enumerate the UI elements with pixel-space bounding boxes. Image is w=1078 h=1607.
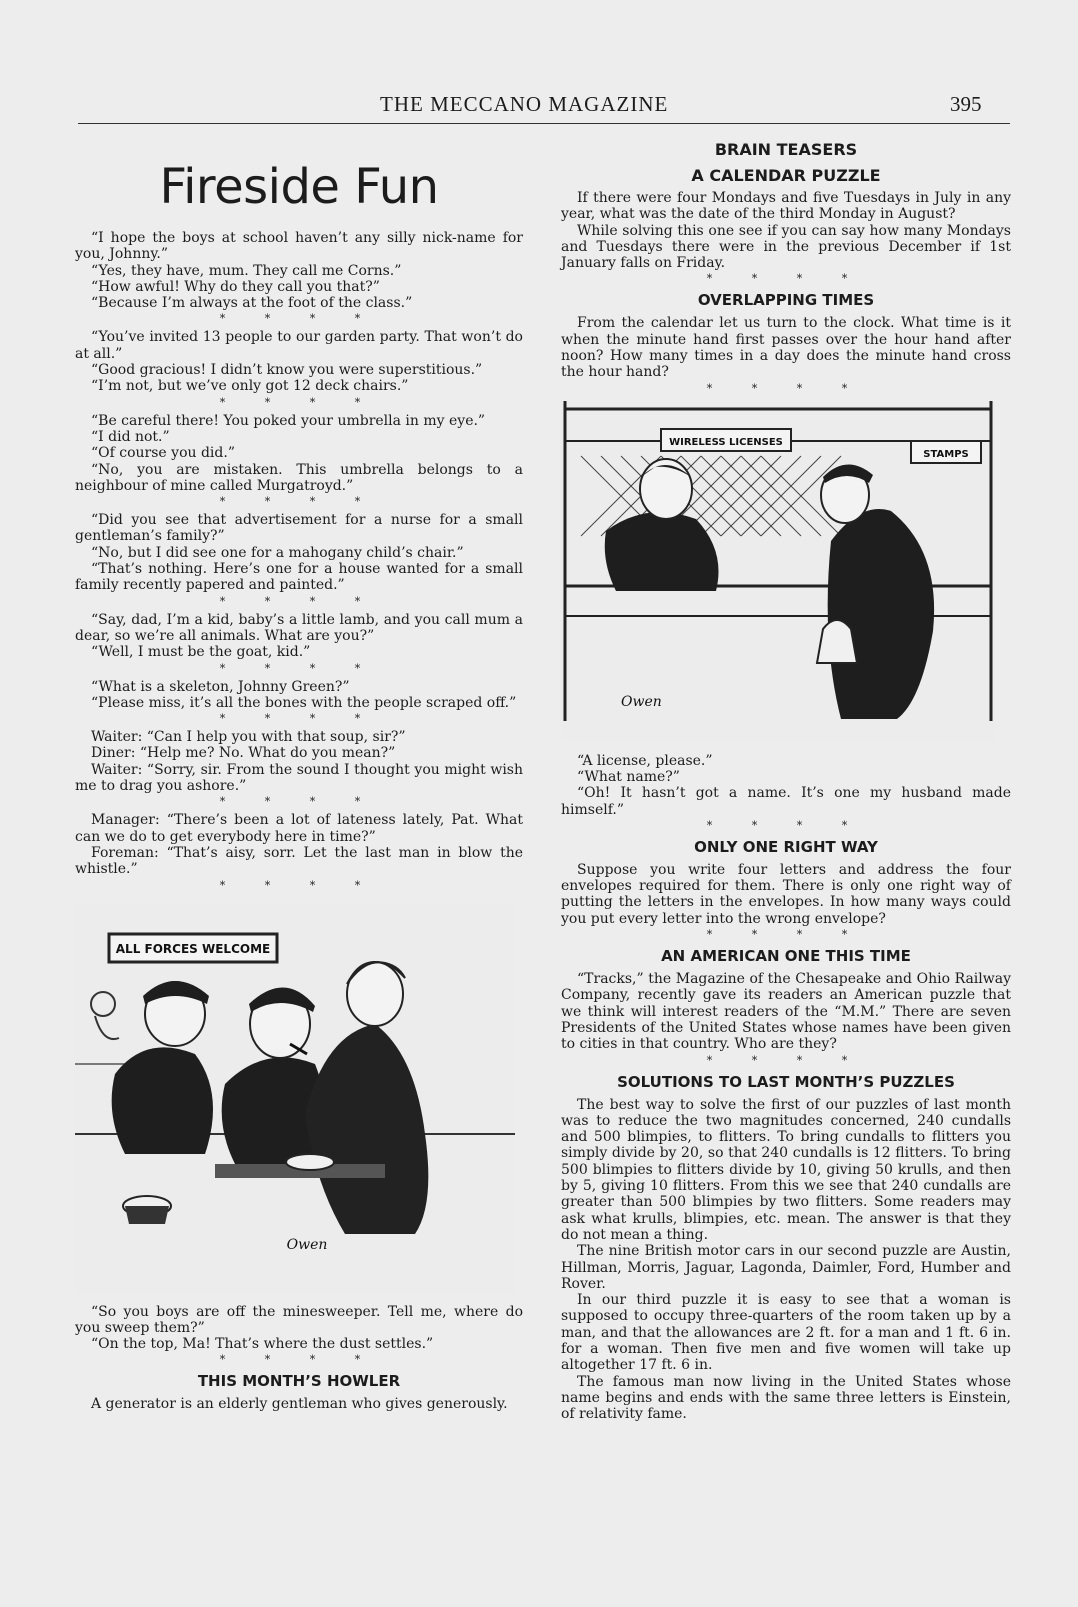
right-way-heading: ONLY ONE RIGHT WAY [694,837,878,856]
calendar-heading: A CALENDAR PUZZLE [691,166,881,185]
joke-line: Diner: “Help me? No. What do you mean?” [91,745,396,762]
page-title: Fireside Fun [159,159,439,215]
left-cartoon-caption [75,1304,523,1353]
separator-stars: * * * * [219,661,379,675]
american-heading: AN AMERICAN ONE THIS TIME [661,947,911,966]
solutions-text: The famous man now living in the United States whose name begins and ends with the same three letters is Einstein, of relativity fame. [561,1373,1011,1423]
joke-5 [75,612,523,661]
overlap-text: From the calendar let us turn to the clock. What time is it when the minute hand first passes over the hour hand after noon? How many times in a day does the minute hand cross the hour hand? [561,315,1011,381]
separator-stars: * * * * [706,928,866,942]
right-cartoon-caption [561,753,1011,818]
joke-8 [75,812,523,877]
joke-1 [75,230,523,311]
joke-line: “Good gracious! I didn’t know you were superstitious.” [91,362,483,379]
joke-line: “Well, I must be the goat, kid.” [91,644,311,661]
caption-line: “A license, please.” [577,752,713,769]
joke-line: “Of course you did.” [91,445,235,462]
joke-line: “I did not.” [91,428,170,445]
page-number: 395 [950,92,982,116]
joke-line: “Be careful there! You poked your umbrella in my eye.” [91,412,486,429]
sailors-cartoon [75,904,515,1294]
joke-line: “No, you are mistaken. This umbrella belongs to a neighbour of mine called Murgatroyd.” [75,461,523,494]
running-head: THE MECCANO MAGAZINE [380,92,669,116]
separator-stars: * * * * [706,272,866,286]
separator-stars: * * * * [706,1053,866,1067]
separator-stars: * * * * [706,381,866,395]
solutions-text: The nine British motor cars in our second puzzle are Austin, Hillman, Morris, Jaguar, Lagonda, Daimler, Ford, Humber and Rover. [561,1243,1011,1292]
joke-line: Foreman: “That’s aisy, sorr. Let the last man in blow the whistle.” [75,844,523,878]
caption-line: “So you boys are off the minesweeper. Tell me, where do you sweep them?” [75,1303,523,1336]
joke-line: “How awful! Why do they call you that?” [91,278,380,295]
solutions-heading: SOLUTIONS TO LAST MONTH’S PUZZLES [617,1072,955,1091]
separator-stars: * * * * [219,712,379,726]
separator-stars: * * * * [706,818,866,832]
caption-line: “On the top, Ma! That’s where the dust settles.” [91,1336,434,1353]
separator-stars: * * * * [219,495,379,509]
separator-stars: * * * * [219,878,379,892]
joke-line: Waiter: “Can I help you with that soup, sir?” [91,729,406,746]
solutions-text: The best way to solve the first of our puzzles of last month was to reduce the two magnitudes concerned, 240 cundalls and 500 blimpies, to flitters. To bring cundalls to flitters you simply divide by 20, so that 240 cundalls is 12 flitters. To bring 500 blimpies to flitters divide by 10, giving 50 krulls, and then by 5, giving 10 flitters. From this we see that 240 cundalls are greater than 500 blimpies by two flitters. Some readers may ask what krulls, blimpies, etc. mean. The answer is that they do not mean a thing. [561,1096,1011,1243]
cartoon-sign-text: STAMPS [923,448,969,460]
joke-line: “Please miss, it’s all the bones with the people scraped off.” [91,694,517,711]
joke-2 [75,329,523,394]
joke-line: “No, but I did see one for a mahogany child’s chair.” [91,544,464,561]
calendar-text: While solving this one see if you can say how many Mondays and Tuesdays there were in the previous December if 1st January falls on Friday. [561,222,1011,272]
cartoon-sign-text: ALL FORCES WELCOME [115,941,271,956]
cartoon-signature: Owen [286,1236,328,1253]
joke-line: “Say, dad, I’m a kid, baby’s a little lamb, and you call mum a dear, so we’re all animals. What are you?” [75,611,523,644]
joke-line: “I’m not, but we’ve only got 12 deck chairs.” [91,378,409,395]
section-heading: BRAIN TEASERS [714,140,858,159]
header-rule [78,123,1010,124]
separator-stars: * * * * [219,395,379,409]
joke-line: “Did you see that advertisement for a nurse for a small gentleman’s family?” [75,512,523,545]
joke-line: Waiter: “Sorry, sir. From the sound I thought you might wish me to drag you ashore.” [75,761,523,795]
right-way-text: Suppose you write four letters and address the four envelopes required for them. There is only one right way of putting the letters in the envelopes. In how many ways could you put every letter into the wrong envelope? [561,861,1011,927]
joke-3 [75,413,523,494]
joke-line: “That’s nothing. Here’s one for a house wanted for a small family recently papered and painted.” [75,561,523,594]
joke-line: “I hope the boys at school haven’t any silly nick-name for you, Johnny.” [75,230,523,263]
joke-line: “You’ve invited 13 people to our garden party. That won’t do at all.” [75,329,523,362]
caption-line: “What name?” [577,768,680,785]
joke-line: “Because I’m always at the foot of the class.” [91,295,413,312]
separator-stars: * * * * [219,594,379,608]
joke-6 [75,679,523,712]
overlap-heading: OVERLAPPING TIMES [697,291,875,310]
left-column [75,132,523,1413]
caption-line: “Oh! It hasn’t got a name. It’s one my husband made himself.” [561,785,1011,818]
separator-stars: * * * * [219,795,379,809]
howler-text: A generator is an elderly gentleman who gives generously. [91,1396,508,1413]
separator-stars: * * * * [219,1353,379,1367]
right-column [561,136,1011,1422]
joke-line: “What is a skeleton, Johnny Green?” [91,678,350,695]
calendar-text: If there were four Mondays and five Tuesdays in July in any year, what was the date of the third Monday in August? [561,190,1011,223]
solutions-text: In our third puzzle it is easy to see that a woman is supposed to occupy three-quarters of the room taken up by a man, and that the allowances are 2 ft. for a man and 1 ft. 6 in. for a woman. Then five men and five women will take up altogether 17 ft. 6 in. [561,1292,1011,1374]
joke-line: “Yes, they have, mum. They call me Corns.” [91,262,402,279]
cartoon-sign-text: WIRELESS LICENSES [669,436,783,448]
separator-stars: * * * * [219,312,379,326]
american-text: “Tracks,” the Magazine of the Chesapeake and Ohio Railway Company, recently gave its readers an American puzzle that we think will interest readers of the “M.M.” There are seven Presidents of the United States whose names have been given to cities in that country. Who are they? [561,971,1011,1053]
joke-4 [75,512,523,593]
post-office-cartoon [561,401,995,741]
cartoon-signature: Owen [621,693,662,710]
howler-heading: THIS MONTH’S HOWLER [197,1372,401,1391]
joke-line: Manager: “There’s been a lot of lateness lately, Pat. What can we do to get everybody here in time?” [75,812,523,845]
joke-7 [75,729,523,794]
